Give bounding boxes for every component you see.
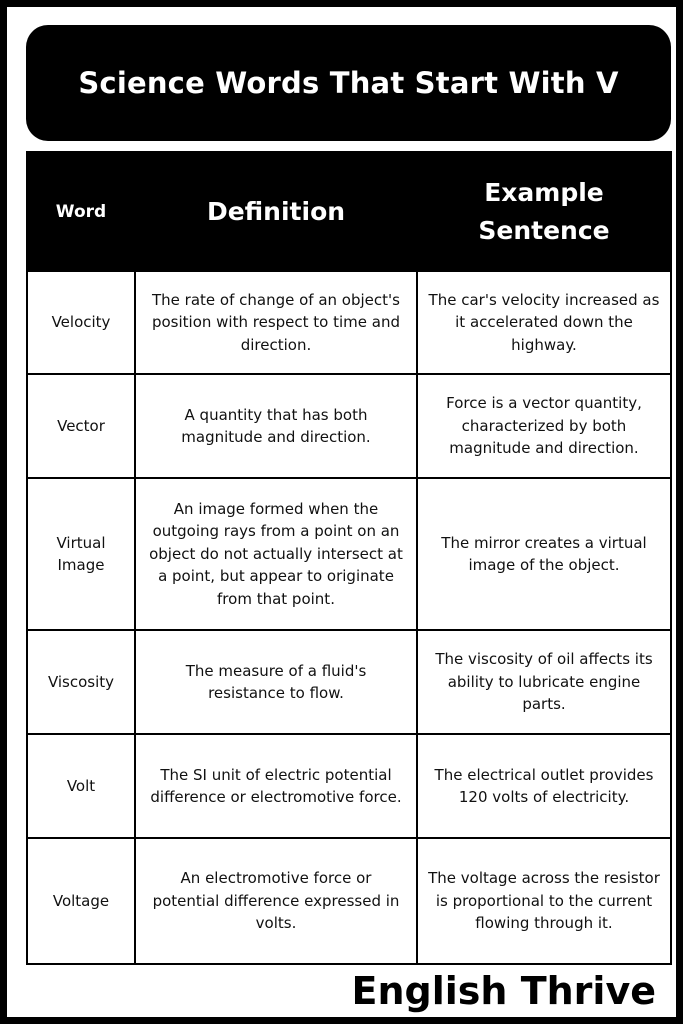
word-cell: Virtual Image xyxy=(27,478,135,630)
word-cell: Volt xyxy=(27,734,135,838)
example-cell: The car's velocity increased as it accelerated down the highway. xyxy=(417,271,671,374)
example-cell: The electrical outlet provides 120 volts of electricity. xyxy=(417,734,671,838)
header-definition: Definition xyxy=(135,152,417,271)
table-row xyxy=(27,374,671,478)
example-cell: The voltage across the resistor is proportional to the current flowing through it. xyxy=(417,838,671,964)
definition-cell: An image formed when the outgoing rays from a point on an object do not actually intersect at a point, but appear to originate from that point. xyxy=(135,478,417,630)
definition-cell: The measure of a fluid's resistance to flow. xyxy=(135,630,417,734)
table-row xyxy=(27,630,671,734)
definition-cell: The SI unit of electric potential difference or electromotive force. xyxy=(135,734,417,838)
definition-cell: A quantity that has both magnitude and direction. xyxy=(135,374,417,478)
definition-cell: The rate of change of an object's position with respect to time and direction. xyxy=(135,271,417,374)
brand-watermark: English Thrive xyxy=(351,969,656,1013)
page-title: Science Words That Start With V xyxy=(78,66,619,100)
header-example: Example Sentence xyxy=(417,152,671,271)
table-row xyxy=(27,838,671,964)
example-cell: The viscosity of oil affects its ability to lubricate engine parts. xyxy=(417,630,671,734)
word-cell: Vector xyxy=(27,374,135,478)
example-cell: The mirror creates a virtual image of the object. xyxy=(417,478,671,630)
example-cell: Force is a vector quantity, characterized by both magnitude and direction. xyxy=(417,374,671,478)
header-word: Word xyxy=(27,152,135,271)
word-cell: Viscosity xyxy=(27,630,135,734)
table-row xyxy=(27,478,671,630)
title-banner xyxy=(26,25,671,141)
table-header-row xyxy=(27,152,671,271)
word-cell: Voltage xyxy=(27,838,135,964)
word-cell: Velocity xyxy=(27,271,135,374)
definition-cell: An electromotive force or potential difference expressed in volts. xyxy=(135,838,417,964)
vocabulary-table xyxy=(26,151,672,965)
table-row xyxy=(27,734,671,838)
table-row xyxy=(27,271,671,374)
